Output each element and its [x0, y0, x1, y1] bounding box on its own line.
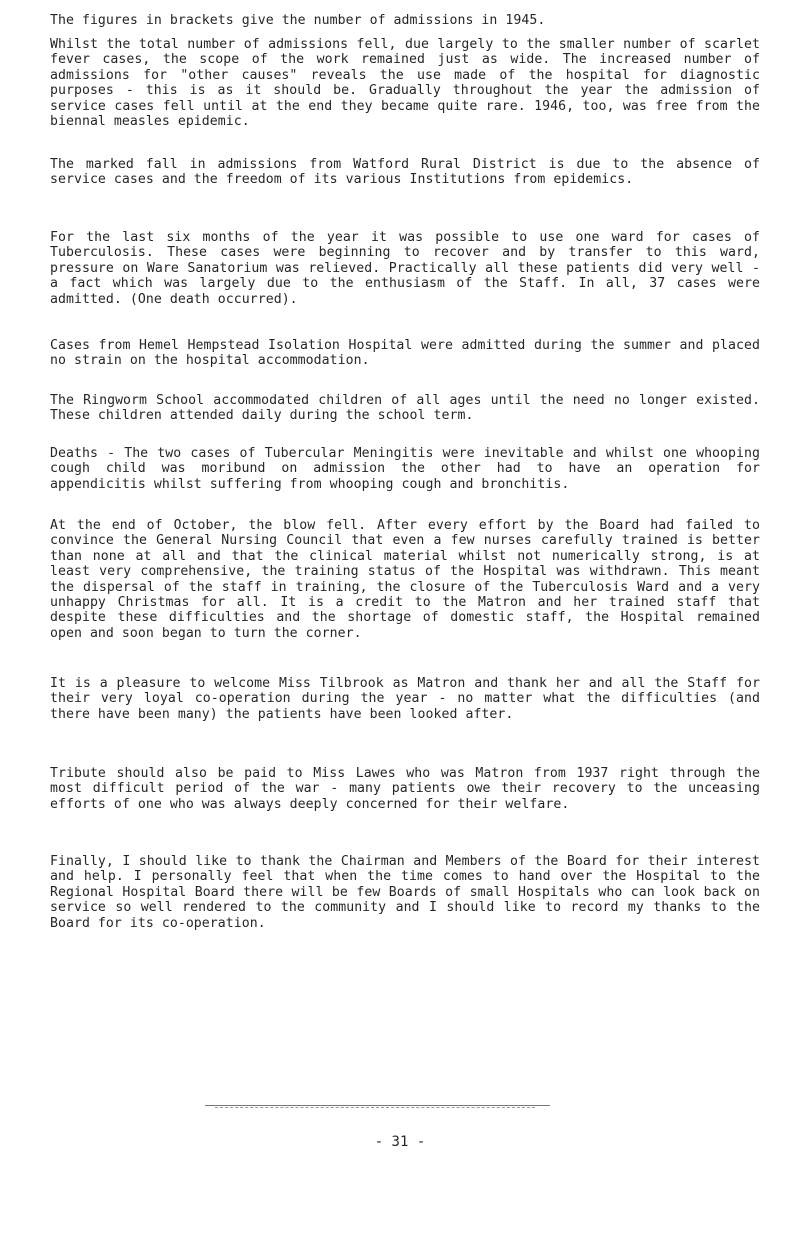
separator-line — [205, 1105, 550, 1106]
paragraph-watford-rural: The marked fall in admissions from Watford Rural District is due to the absence of service cases and the freedom of its various Institutions from epidemics. — [50, 157, 760, 188]
paragraph-hemel-hempstead: Cases from Hemel Hempstead Isolation Hospital were admitted during the summer and placed no strain on the hospital accommodation. — [50, 338, 760, 369]
paragraph-tribute: Tribute should also be paid to Miss Lawes who was Matron from 1937 right through the most difficult period of the war - many patients owe their recovery to the unceasing efforts of one who was always deeply concerned for their welfare. — [50, 766, 760, 812]
paragraph-deaths: Deaths - The two cases of Tubercular Meningitis were inevitable and whilst one whooping cough child was moribund on admission the other had to have an operation for appendicitis whilst suffering from whooping cough and bronchitis. — [50, 446, 760, 492]
paragraph-welcome-matron: It is a pleasure to welcome Miss Tilbrook as Matron and thank her and all the Staff for their very loyal co-operation during the year - no matter what the difficulties (and there have been many) the patients have been looked after. — [50, 676, 760, 722]
paragraph-ringworm-school: The Ringworm School accommodated children of all ages until the need no longer existed. These children attended daily during the school term. — [50, 393, 760, 424]
paragraph-admissions-fall: Whilst the total number of admissions fell, due largely to the smaller number of scarlet fever cases, the scope of the work remained just as wide. The increased number of admissions for "other causes" reveals the use made of the hospital for diagnostic purposes - this is as it should be. Gradually throughout the year the admission of service cases fell until at the end they became quite rare. 1946, too, was free from the biennal measles epidemic. — [50, 37, 760, 130]
separator-dashes — [215, 1107, 535, 1108]
paragraph-finally: Finally, I should like to thank the Chairman and Members of the Board for their interest and help. I personally feel that when the time comes to hand over the Hospital to the Regional Hospital Board there will be few Boards of small Hospitals who can look back on service so well rendered to the community and I should like to record my thanks to the Board for its co-operation. — [50, 854, 760, 931]
paragraph-intro-note: The figures in brackets give the number of admissions in 1945. — [50, 13, 546, 28]
page-number: - 31 - — [374, 1134, 426, 1150]
paragraph-end-of-october: At the end of October, the blow fell. After every effort by the Board had failed to convince the General Nursing Council that even a few nurses carefully trained is better than none at all and that the clinical material whilst not numerically strong, is at least very comprehensive, the training status of the Hospital was withdrawn. This meant the dispersal of the staff in training, the closure of the Tuberculosis Ward and a very unhappy Christmas for all. It is a credit to the Matron and her trained staff that despite these difficulties and the shortage of domestic staff, the Hospital remained open and soon began to turn the corner. — [50, 518, 760, 641]
document-page — [50, 0, 760, 1255]
paragraph-tuberculosis: For the last six months of the year it was possible to use one ward for cases of Tuberculosis. These cases were beginning to recover and by transfer to this ward, pressure on Ware Sanatorium was relieved. Practically all these patients did very well - a fact which was largely due to the enthusiasm of the Staff. In all, 37 cases were admitted. (One death occurred). — [50, 230, 760, 307]
